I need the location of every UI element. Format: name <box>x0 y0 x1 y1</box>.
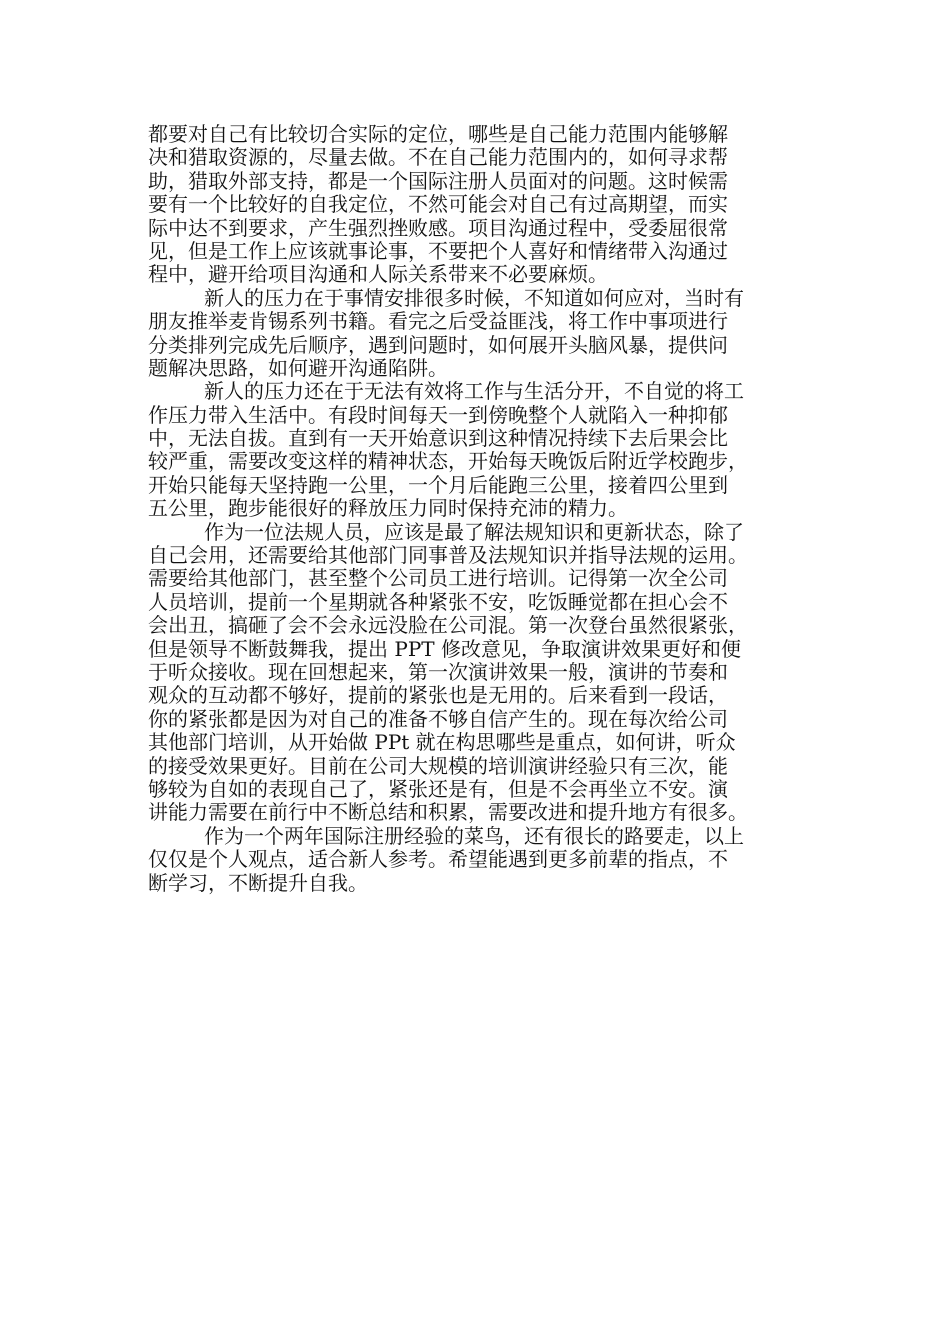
text-line: 于听众接收。现在回想起来，第一次演讲效果一般，演讲的节奏和 <box>148 659 728 684</box>
text-line: 观众的互动都不够好，提前的紧张也是无用的。后来看到一段话， <box>148 683 728 708</box>
paragraph-first-line: 作为一位法规人员，应该是最了解法规知识和更新状态，除了 <box>204 519 744 544</box>
text-line: 朋友推举麦肯锡系列书籍。看完之后受益匪浅，将工作中事项进行 <box>148 309 728 334</box>
text-line: 题解决思路，如何避开沟通陷阱。 <box>148 355 448 380</box>
paragraph-first-line: 新人的压力还在于无法有效将工作与生活分开，不自觉的将工 <box>204 379 744 404</box>
text-line: 仅仅是个人观点，适合新人参考。希望能遇到更多前辈的指点，不 <box>148 847 728 872</box>
paragraph-first-line: 作为一个两年国际注册经验的菜鸟，还有很长的路要走，以上 <box>204 823 744 848</box>
text-line: 决和猎取资源的，尽量去做。不在自己能力范围内的，如何寻求帮 <box>148 145 728 170</box>
text-line: 开始只能每天坚持跑一公里，一个月后能跑三公里，接着四公里到 <box>148 472 728 497</box>
text-line: 会出丑，搞砸了会不会永远没脸在公司混。第一次登台虽然很紧张， <box>148 613 748 638</box>
text-line: 自己会用，还需要给其他部门同事普及法规知识并指导法规的运用。 <box>148 543 748 568</box>
text-line: 其他部门培训，从开始做 PPt 就在构思哪些是重点，如何讲，听众 <box>148 730 736 755</box>
text-line: 但是领导不断鼓舞我，提出 PPT 修改意见，争取演讲效果更好和便 <box>148 636 741 661</box>
text-line: 较严重，需要改变这样的精神状态，开始每天晚饭后附近学校跑步， <box>148 449 748 474</box>
text-line: 断学习，不断提升自我。 <box>148 870 368 895</box>
text-line: 够较为自如的表现自己了，紧张还是有，但是不会再坐立不安。演 <box>148 776 728 801</box>
text-line: 人员培训，提前一个星期就各种紧张不安，吃饭睡觉都在担心会不 <box>148 589 728 614</box>
text-line: 程中，避开给项目沟通和人际关系带来不必要麻烦。 <box>148 262 608 287</box>
text-line: 需要给其他部门，甚至整个公司员工进行培训。记得第一次全公司 <box>148 566 728 591</box>
text-line: 要有一个比较好的自我定位，不然可能会对自己有过高期望，而实 <box>148 192 728 217</box>
text-line: 都要对自己有比较切合实际的定位，哪些是自己能力范围内能够解 <box>148 122 728 146</box>
text-line: 讲能力需要在前行中不断总结和积累，需要改进和提升地方有很多。 <box>148 800 748 825</box>
text-line: 的接受效果更好。目前在公司大规模的培训演讲经验只有三次，能 <box>148 753 728 778</box>
text-line: 作压力带入生活中。有段时间每天一到傍晚整个人就陷入一种抑郁 <box>148 402 728 427</box>
text-line: 中，无法自拔。直到有一天开始意识到这种情况持续下去后果会比 <box>148 426 728 451</box>
text-line: 分类排列完成先后顺序，遇到问题时，如何展开头脑风暴，提供问 <box>148 332 728 357</box>
document-body <box>148 123 828 895</box>
text-line: 你的紧张都是因为对自己的准备不够自信产生的。现在每次给公司 <box>148 706 728 731</box>
text-line: 助，猎取外部支持，都是一个国际注册人员面对的问题。这时候需 <box>148 168 728 193</box>
paragraph-first-line: 新人的压力在于事情安排很多时候，不知道如何应对，当时有 <box>204 285 744 310</box>
text-line: 际中达不到要求，产生强烈挫败感。项目沟通过程中，受委屈很常 <box>148 215 728 240</box>
text-line: 见，但是工作上应该就事论事，不要把个人喜好和情绪带入沟通过 <box>148 238 728 263</box>
text-line: 五公里，跑步能很好的释放压力同时保持充沛的精力。 <box>148 496 628 521</box>
